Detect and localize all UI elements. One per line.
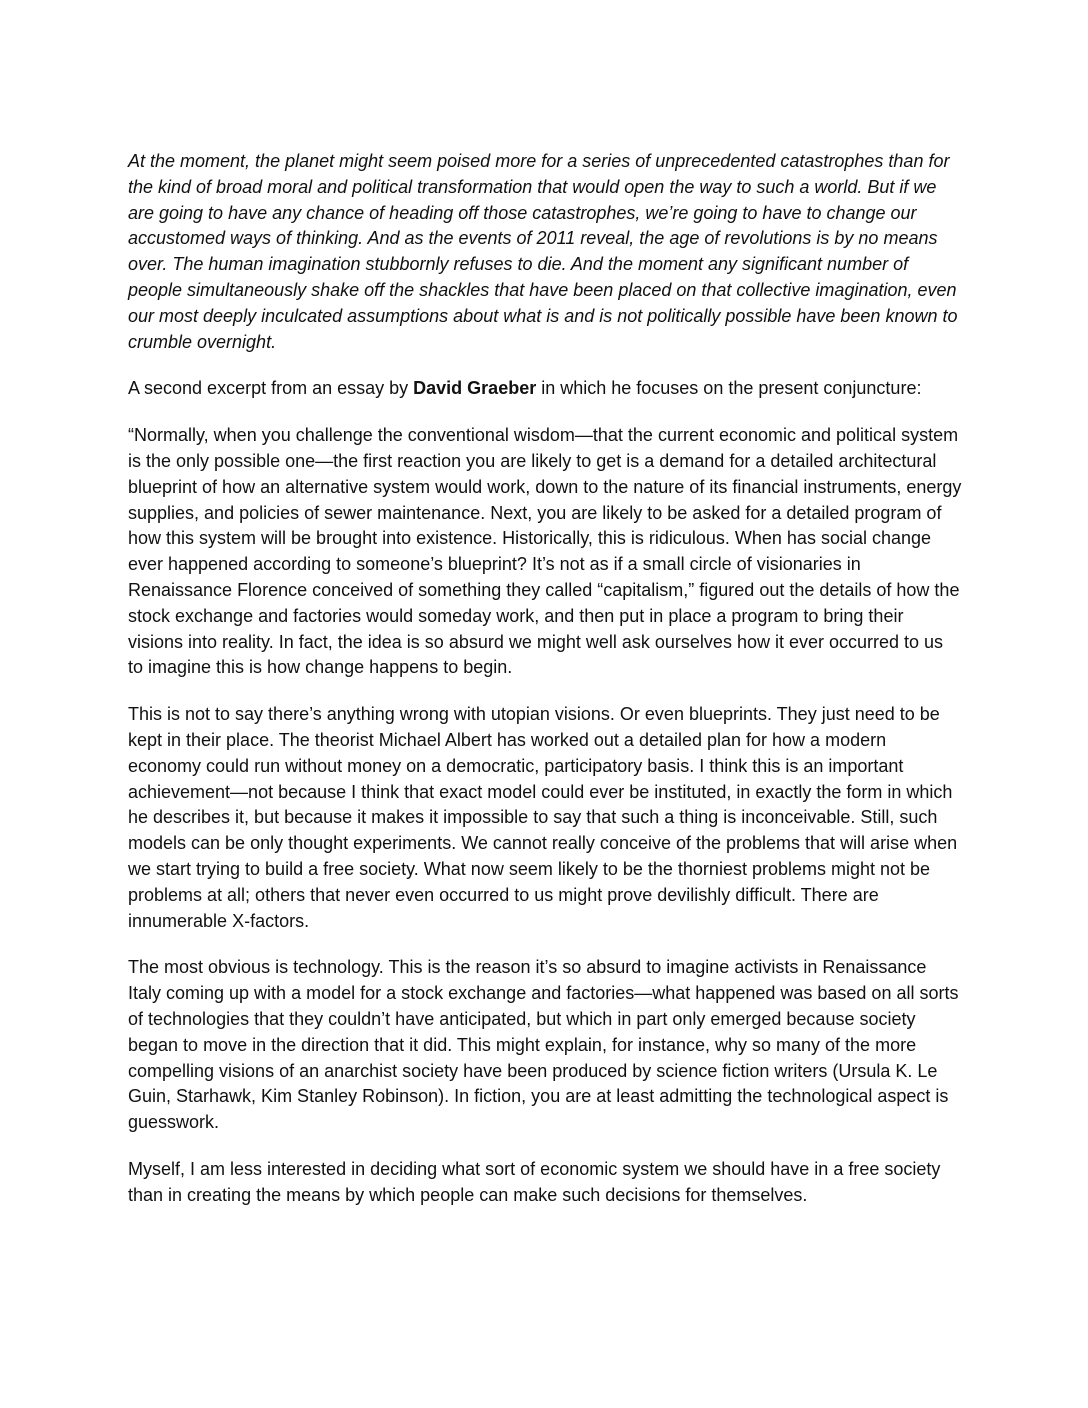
- intro-text-before: A second excerpt from an essay by: [128, 378, 414, 399]
- intro-text-after: in which he focuses on the present conjuncture:: [536, 378, 922, 399]
- body-paragraph-3: The most obvious is technology. This is the reason it’s so absurd to imagine activists in Renaissance Italy coming up with a model for a stock exchange and factories—what happened was based on all sorts of technologies that they couldn’t have anticipated, but which in part only emerged because society began to move in the direction that it did. This might explain, for instance, why so many of the more compelling visions of an anarchist society have been produced by science fiction writers (Ursula K. Le Guin, Starhawk, Kim Stanley Robinson). In fiction, you are at least admitting the technological aspect is guesswork.: [128, 957, 959, 1133]
- body-paragraph-2: This is not to say there’s anything wrong with utopian visions. Or even blueprints. They just need to be kept in their place. The theorist Michael Albert has worked out a detailed plan for how a modern economy could run without money on a democratic, participatory basis. I think this is an important achievement—not because I think that exact model could ever be instituted, in exactly the form in which he describes it, but because it makes it impossible to say that such a thing is inconceivable. Still, such models can be only thought experiments. We cannot really conceive of the problems that will arise when we start trying to build a free society. What now seem likely to be the thorniest problems might not be problems at all; others that never even occurred to us might prove devilishly difficult. There are innumerable X-factors.: [128, 704, 958, 931]
- quote-paragraph: At the moment, the planet might seem poised more for a series of unprecedented catastrophes than for the kind of broad moral and political transformation that would open the way to such a world. But if we are going to have any chance of heading off those catastrophes, we’re going to have to change our accustomed ways of thinking. And as the events of 2011 reveal, the age of revolutions is by no means over. The human imagination stubbornly refuses to die. And the moment any significant number of people simultaneously shake off the shackles that have been placed on that collective imagination, even our most deeply inculcated assumptions about what is and is not politically possible have been known to crumble overnight.: [128, 151, 958, 352]
- author-name: David Graeber: [413, 378, 537, 399]
- document-page: [128, 149, 963, 1229]
- intro-paragraph: [128, 376, 963, 402]
- body-paragraph-4: Myself, I am less interested in deciding what sort of economic system we should have in a free society than in creating the means by which people can make such decisions for themselves.: [128, 1158, 941, 1205]
- body-paragraph-1: “Normally, when you challenge the conventional wisdom—that the current economic and political system is the only possible one—the first reaction you are likely to get is a demand for a detailed architectural blueprint of how an alternative system would work, down to the nature of its financial instruments, energy supplies, and policies of sewer maintenance. Next, you are likely to be asked for a detailed program of how this system will be brought into existence. Historically, this is ridiculous. When has social change ever happened according to someone’s blueprint? It’s not as if a small circle of visionaries in Renaissance Florence conceived of something they called “capitalism,” figured out the details of how the stock exchange and factories would someday work, and then put in place a program to bring their visions into reality. In fact, the idea is so absurd we might well ask ourselves how it ever occurred to us to imagine this is how change happens to begin.: [128, 425, 962, 678]
